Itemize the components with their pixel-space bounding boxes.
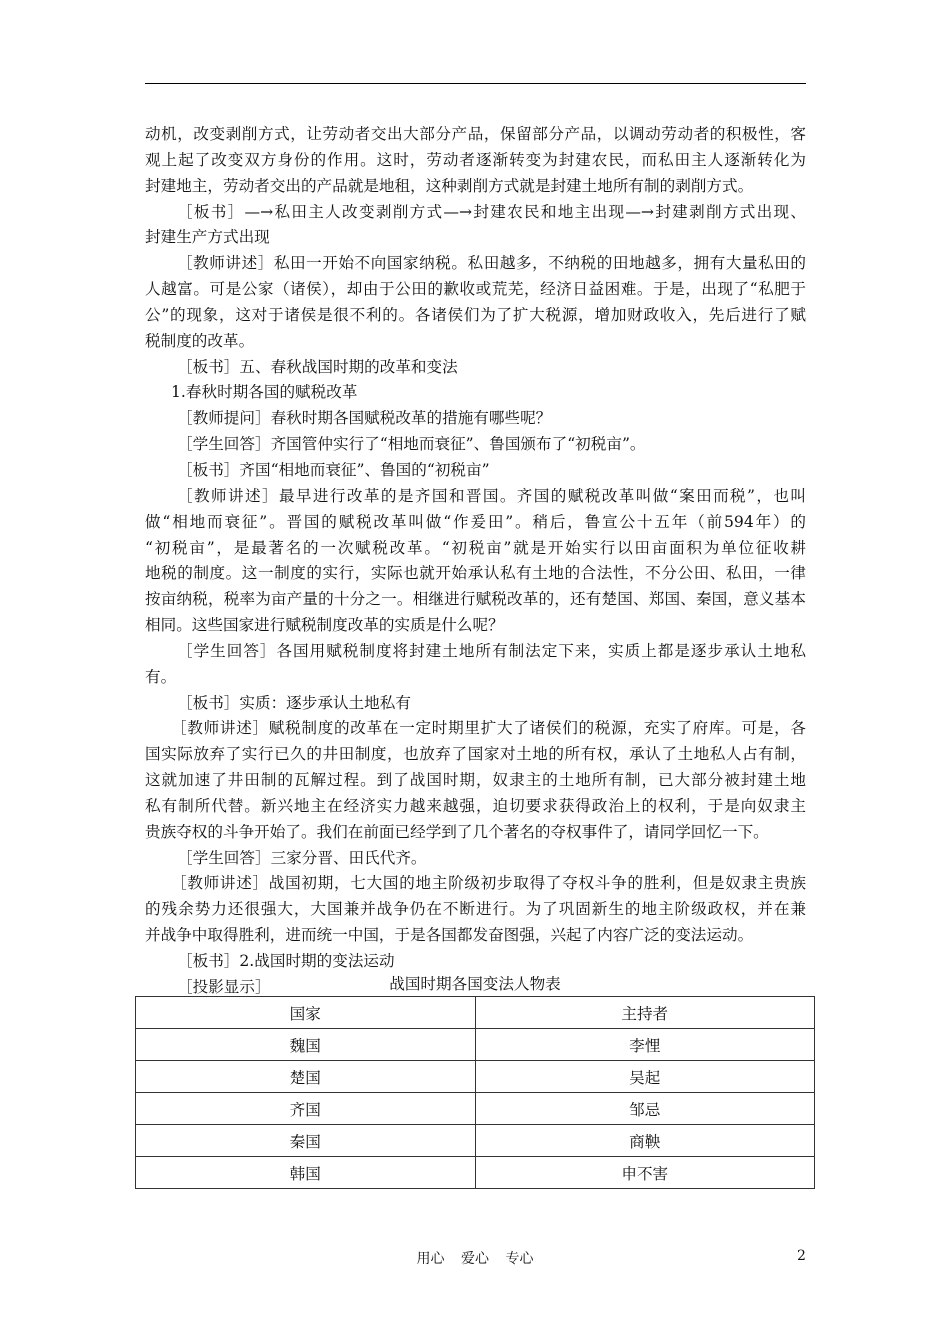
- footer-motto: 用心 爱心 专心: [416, 1251, 534, 1267]
- cell-country: 秦国: [136, 1125, 476, 1157]
- text-line: ［教师讲述］战国初期，七大国的地主阶级初步取得了夺权斗争的胜利，但是奴隶主贵族: [171, 874, 806, 893]
- reformers-table: [135, 996, 815, 1189]
- text-line: 公”的现象，这对于诸侯是很不利的。各诸侯们为了扩大税源，增加财政收入，先后进行了赋: [145, 305, 806, 324]
- text-line: 1.春秋时期各国的赋税改革: [171, 383, 358, 402]
- cell-host: 李悝: [475, 1029, 815, 1061]
- text-line: ［教师讲述］私田一开始不向国家纳税。私田越多，不纳税的田地越多，拥有大量私田的: [177, 254, 806, 273]
- text-line: ［教师讲述］赋税制度的改革在一定时期里扩大了诸侯们的税源，充实了府库。可是，各: [171, 719, 806, 738]
- table-row: [136, 1093, 815, 1125]
- text-line: 有。: [145, 667, 177, 686]
- cell-host: 商鞅: [475, 1125, 815, 1157]
- cell-host: 邹忌: [475, 1093, 815, 1125]
- cell-country: 韩国: [136, 1157, 476, 1189]
- text-line: 地税的制度。这一制度的实行，实际也就开始承认私有土地的合法性，不分公田、私田，一律: [145, 564, 806, 583]
- text-line: 的残余势力还很强大，大国兼并战争仍在不断进行。为了巩固新生的地主阶级政权，并在兼: [145, 900, 806, 919]
- text-line: “初税亩”，是最著名的一次赋税改革。“初税亩”就是开始实行以田亩面积为单位征收耕: [145, 538, 806, 557]
- text-line: ［教师提问］春秋时期各国赋税改革的措施有哪些呢？: [177, 409, 552, 428]
- header-cell-host: 主持者: [475, 997, 815, 1029]
- text-line: ［板书］实质：逐步承认土地私有: [177, 693, 411, 712]
- table-row: [136, 1157, 815, 1189]
- table-row: [136, 1125, 815, 1157]
- table-row: [136, 1029, 815, 1061]
- cell-country: 楚国: [136, 1061, 476, 1093]
- page-number: 2: [797, 1248, 806, 1264]
- cell-host: 申不害: [475, 1157, 815, 1189]
- text-line: 并战争中取得胜利，进而统一中国，于是各国都发奋图强，兴起了内容广泛的变法运动。: [145, 926, 754, 945]
- text-line: ［板书］2.战国时期的变法运动: [177, 952, 395, 970]
- text-line: ［板书］—→私田主人改变剥削方式—→封建农民和地主出现—→封建剥削方式出现、: [177, 202, 806, 221]
- text-line: 做“相地而衰征”。晋国的赋税改革叫做“作爰田”。稍后，鲁宣公十五年（前594年）的: [145, 512, 806, 531]
- document-body: [145, 122, 806, 1001]
- text-line: 按亩纳税，税率为亩产量的十分之一。相继进行赋税改革的，还有楚国、郑国、秦国，意义基本: [145, 590, 806, 609]
- text-line: 封建生产方式出现: [145, 228, 270, 247]
- table-header-row: [136, 997, 815, 1029]
- cell-host: 吴起: [475, 1061, 815, 1093]
- text-line: 人越富。可是公家（诸侯），却由于公田的歉收或荒芜，经济日益困难。于是，出现了“私肥于: [145, 280, 806, 299]
- text-line: ［教师讲述］最早进行改革的是齐国和晋国。齐国的赋税改革叫做“案田而税”，也叫: [177, 486, 806, 505]
- text-line: ［学生回答］各国用赋税制度将封建土地所有制法定下来，实质上都是逐步承认土地私: [177, 641, 806, 660]
- header-rule: [145, 83, 806, 84]
- text-line: 税制度的改革。: [145, 331, 255, 350]
- text-line: 封建地主，劳动者交出的产品就是地租，这种剥削方式就是封建土地所有制的剥削方式。: [145, 176, 754, 195]
- text-line: 动机，改变剥削方式，让劳动者交出大部分产品，保留部分产品，以调动劳动者的积极性，客: [145, 125, 806, 143]
- text-line: 相同。这些国家进行赋税制度改革的实质是什么呢？: [145, 616, 504, 635]
- text-line: 私有制所代替。新兴地主在经济实力越来越强，迫切要求获得政治上的权利，于是向奴隶主: [145, 796, 806, 815]
- text-line: ［板书］五、春秋战国时期的改革和变法: [177, 357, 458, 376]
- text-line: ［投影显示］: [177, 977, 271, 996]
- text-line: 贵族夺权的斗争开始了。我们在前面已经学到了几个著名的夺权事件了，请同学回忆一下。: [145, 822, 769, 841]
- text-line: ［板书］齐国“相地而衰征”、鲁国的“初税亩”: [177, 460, 490, 479]
- table-row: [136, 1061, 815, 1093]
- text-line: ［学生回答］三家分晋、田氏代齐。: [177, 848, 427, 867]
- cell-country: 齐国: [136, 1093, 476, 1125]
- text-line: 观上起了改变双方身份的作用。这时，劳动者逐渐转变为封建农民，而私田主人逐渐转化为: [145, 150, 806, 169]
- text-line: ［学生回答］齐国管仲实行了“相地而衰征”、鲁国颁布了“初税亩”。: [177, 435, 646, 454]
- header-cell-country: 国家: [136, 997, 476, 1029]
- table-caption: 战国时期各国变法人物表: [389, 975, 561, 993]
- text-line: 这就加速了井田制的瓦解过程。到了战国时期，奴隶主的土地所有制，已大部分被封建土地: [145, 771, 806, 790]
- cell-country: 魏国: [136, 1029, 476, 1061]
- text-line: 国实际放弃了实行已久的井田制度，也放弃了国家对土地的所有权，承认了土地私人占有制，: [145, 745, 806, 764]
